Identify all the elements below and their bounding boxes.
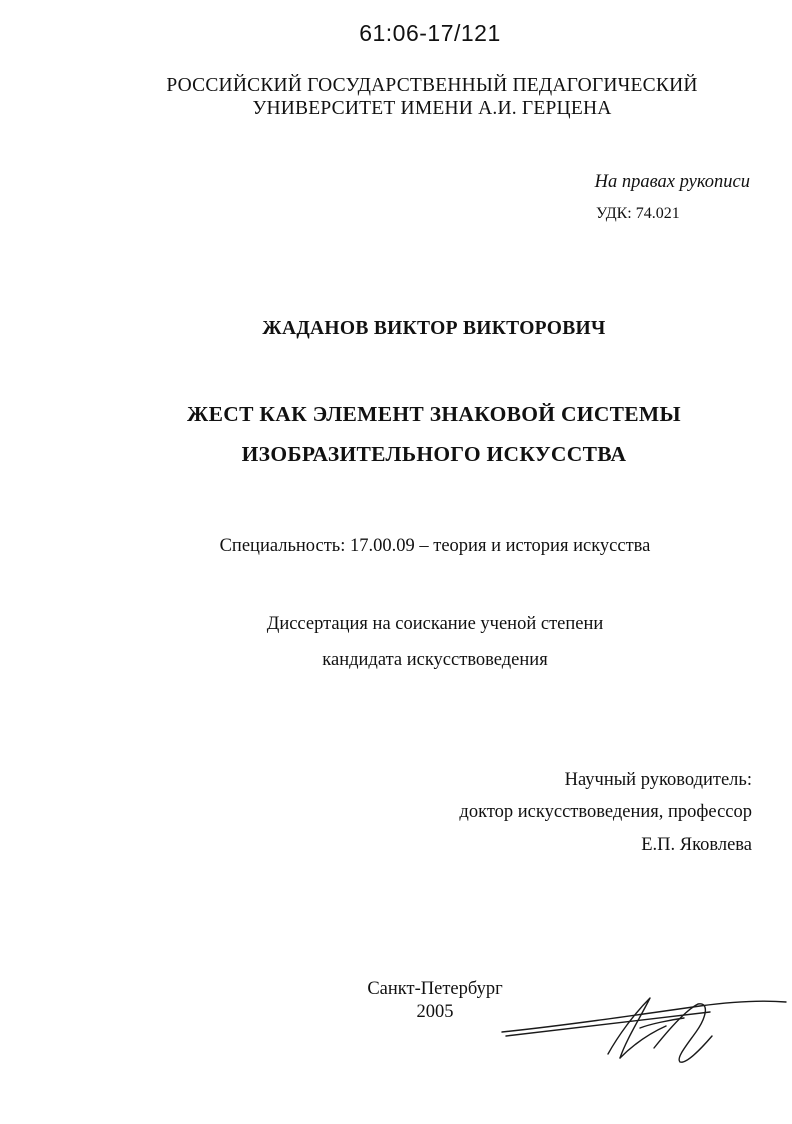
advisor-degree: доктор искусствоведения, профессор [459,802,752,822]
year: 2005 [416,1002,454,1022]
degree-line-2: кандидата искусствоведения [322,650,548,670]
city: Санкт-Петербург [367,979,503,999]
institution-line-2: УНИВЕРСИТЕТ ИМЕНИ А.И. ГЕРЦЕНА [252,98,612,119]
institution-line-1: РОССИЙСКИЙ ГОСУДАРСТВЕННЫЙ ПЕДАГОГИЧЕСКИЙ [166,75,698,96]
specialty-line: Специальность: 17.00.09 – теория и история искусства [219,536,651,556]
advisor-name: Е.П. Яковлева [641,835,752,855]
author-name: ЖАДАНОВ ВИКТОР ВИКТОРОВИЧ [262,318,606,339]
institution-name [0,74,792,120]
udk-code: УДК: 74.021 [596,205,680,222]
catalog-code: 61:06-17/121 [359,20,501,46]
degree-statement [0,606,792,678]
title-line-2: ИЗОБРАЗИТЕЛЬНОГО ИСКУССТВА [241,442,627,466]
title-line-1: ЖЕСТ КАК ЭЛЕМЕНТ ЗНАКОВОЙ СИСТЕМЫ [187,402,681,426]
manuscript-rights-note: На правах рукописи [594,172,750,192]
advisor-label: Научный руководитель: [564,770,752,790]
handwritten-signature [500,988,790,1068]
degree-line-1: Диссертация на соискание ученой степени [266,614,604,634]
dissertation-title [0,394,792,474]
